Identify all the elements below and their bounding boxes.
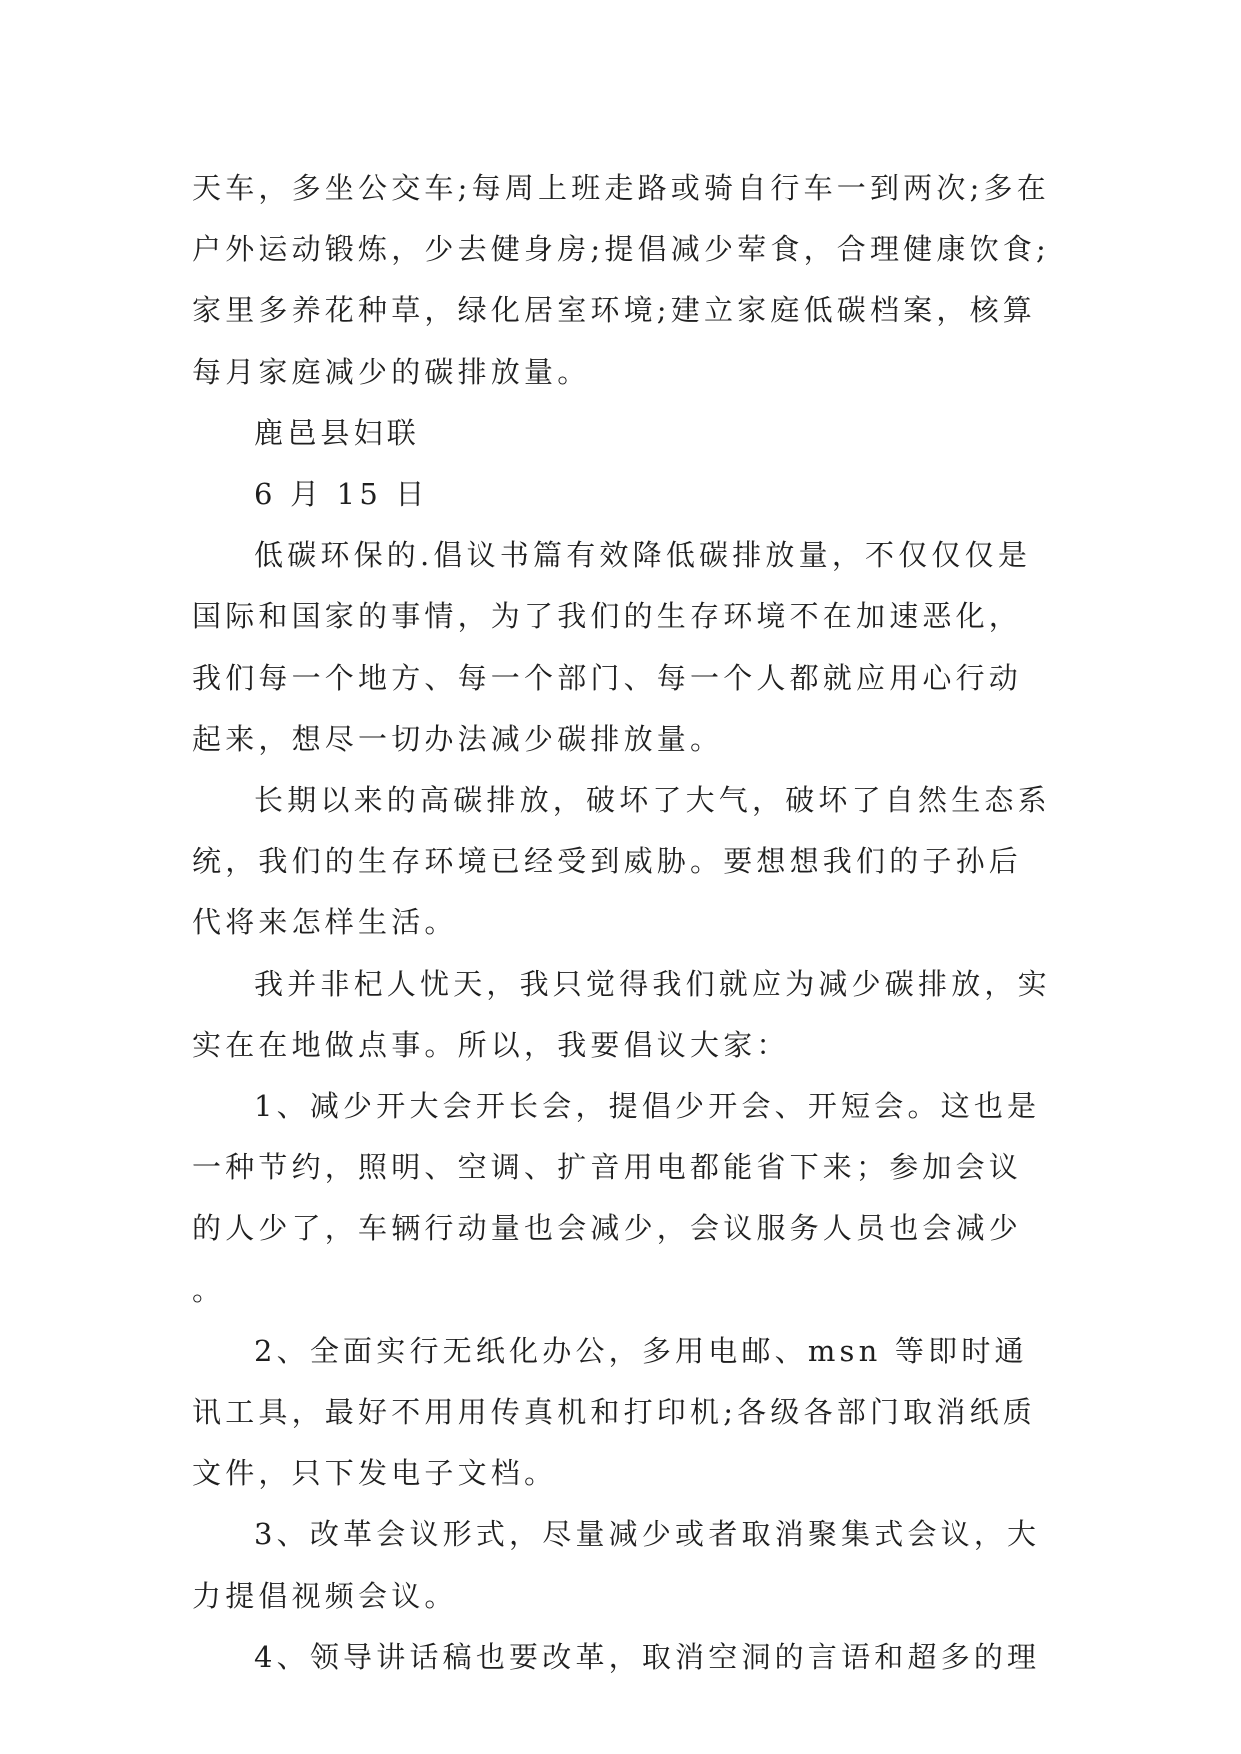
paragraph-intro: 低碳环保的.倡议书篇有效降低碳排放量，不仅仅仅是国际和国家的事情，为了我们的生存环境不在加速恶化，我们每一个地方、每一个部门、每一个人都就应用心行动起来，想尽一切办法减少碳排放量。	[192, 538, 1032, 756]
proposal-item-1: 1、减少开大会开长会，提倡少开会、开短会。这也是一种节约，照明、空调、扩音用电都能省下来；参加会议的人少了，车辆行动量也会减少，会议服务人员也会减少。	[192, 1089, 1041, 1307]
paragraph-continuation: 天车，多坐公交车;每周上班走路或骑自行车一到两次;多在户外运动锻炼，少去健身房;提倡减少荤食，合理健康饮食;家里多养花种草，绿化居室环境;建立家庭低碳档案，核算每月家庭减少的碳排放量。	[192, 171, 1050, 389]
signature-date: 6 月 15 日	[254, 477, 429, 512]
signature-organization: 鹿邑县妇联	[254, 415, 421, 450]
proposal-item-3: 3、改革会议形式，尽量减少或者取消聚集式会议，大力提倡视频会议。	[192, 1517, 1041, 1613]
paragraph-proposal-lead: 我并非杞人忧天，我只觉得我们就应为减少碳排放，实实在在地做点事。所以，我要倡议大家：	[192, 966, 1051, 1062]
paragraph-background: 长期以来的高碳排放，破坏了大气，破坏了自然生态系统，我们的生存环境已经受到威胁。要想想我们的子孙后代将来怎样生活。	[192, 783, 1051, 940]
proposal-item-4: 4、领导讲话稿也要改革，取消空洞的言语和超多的理	[254, 1639, 1041, 1674]
document-body	[192, 158, 1052, 1688]
proposal-item-2: 2、全面实行无纸化办公，多用电邮、msn 等即时通讯工具，最好不用用传真机和打印机;各级各部门取消纸质文件，只下发电子文档。	[192, 1333, 1036, 1491]
